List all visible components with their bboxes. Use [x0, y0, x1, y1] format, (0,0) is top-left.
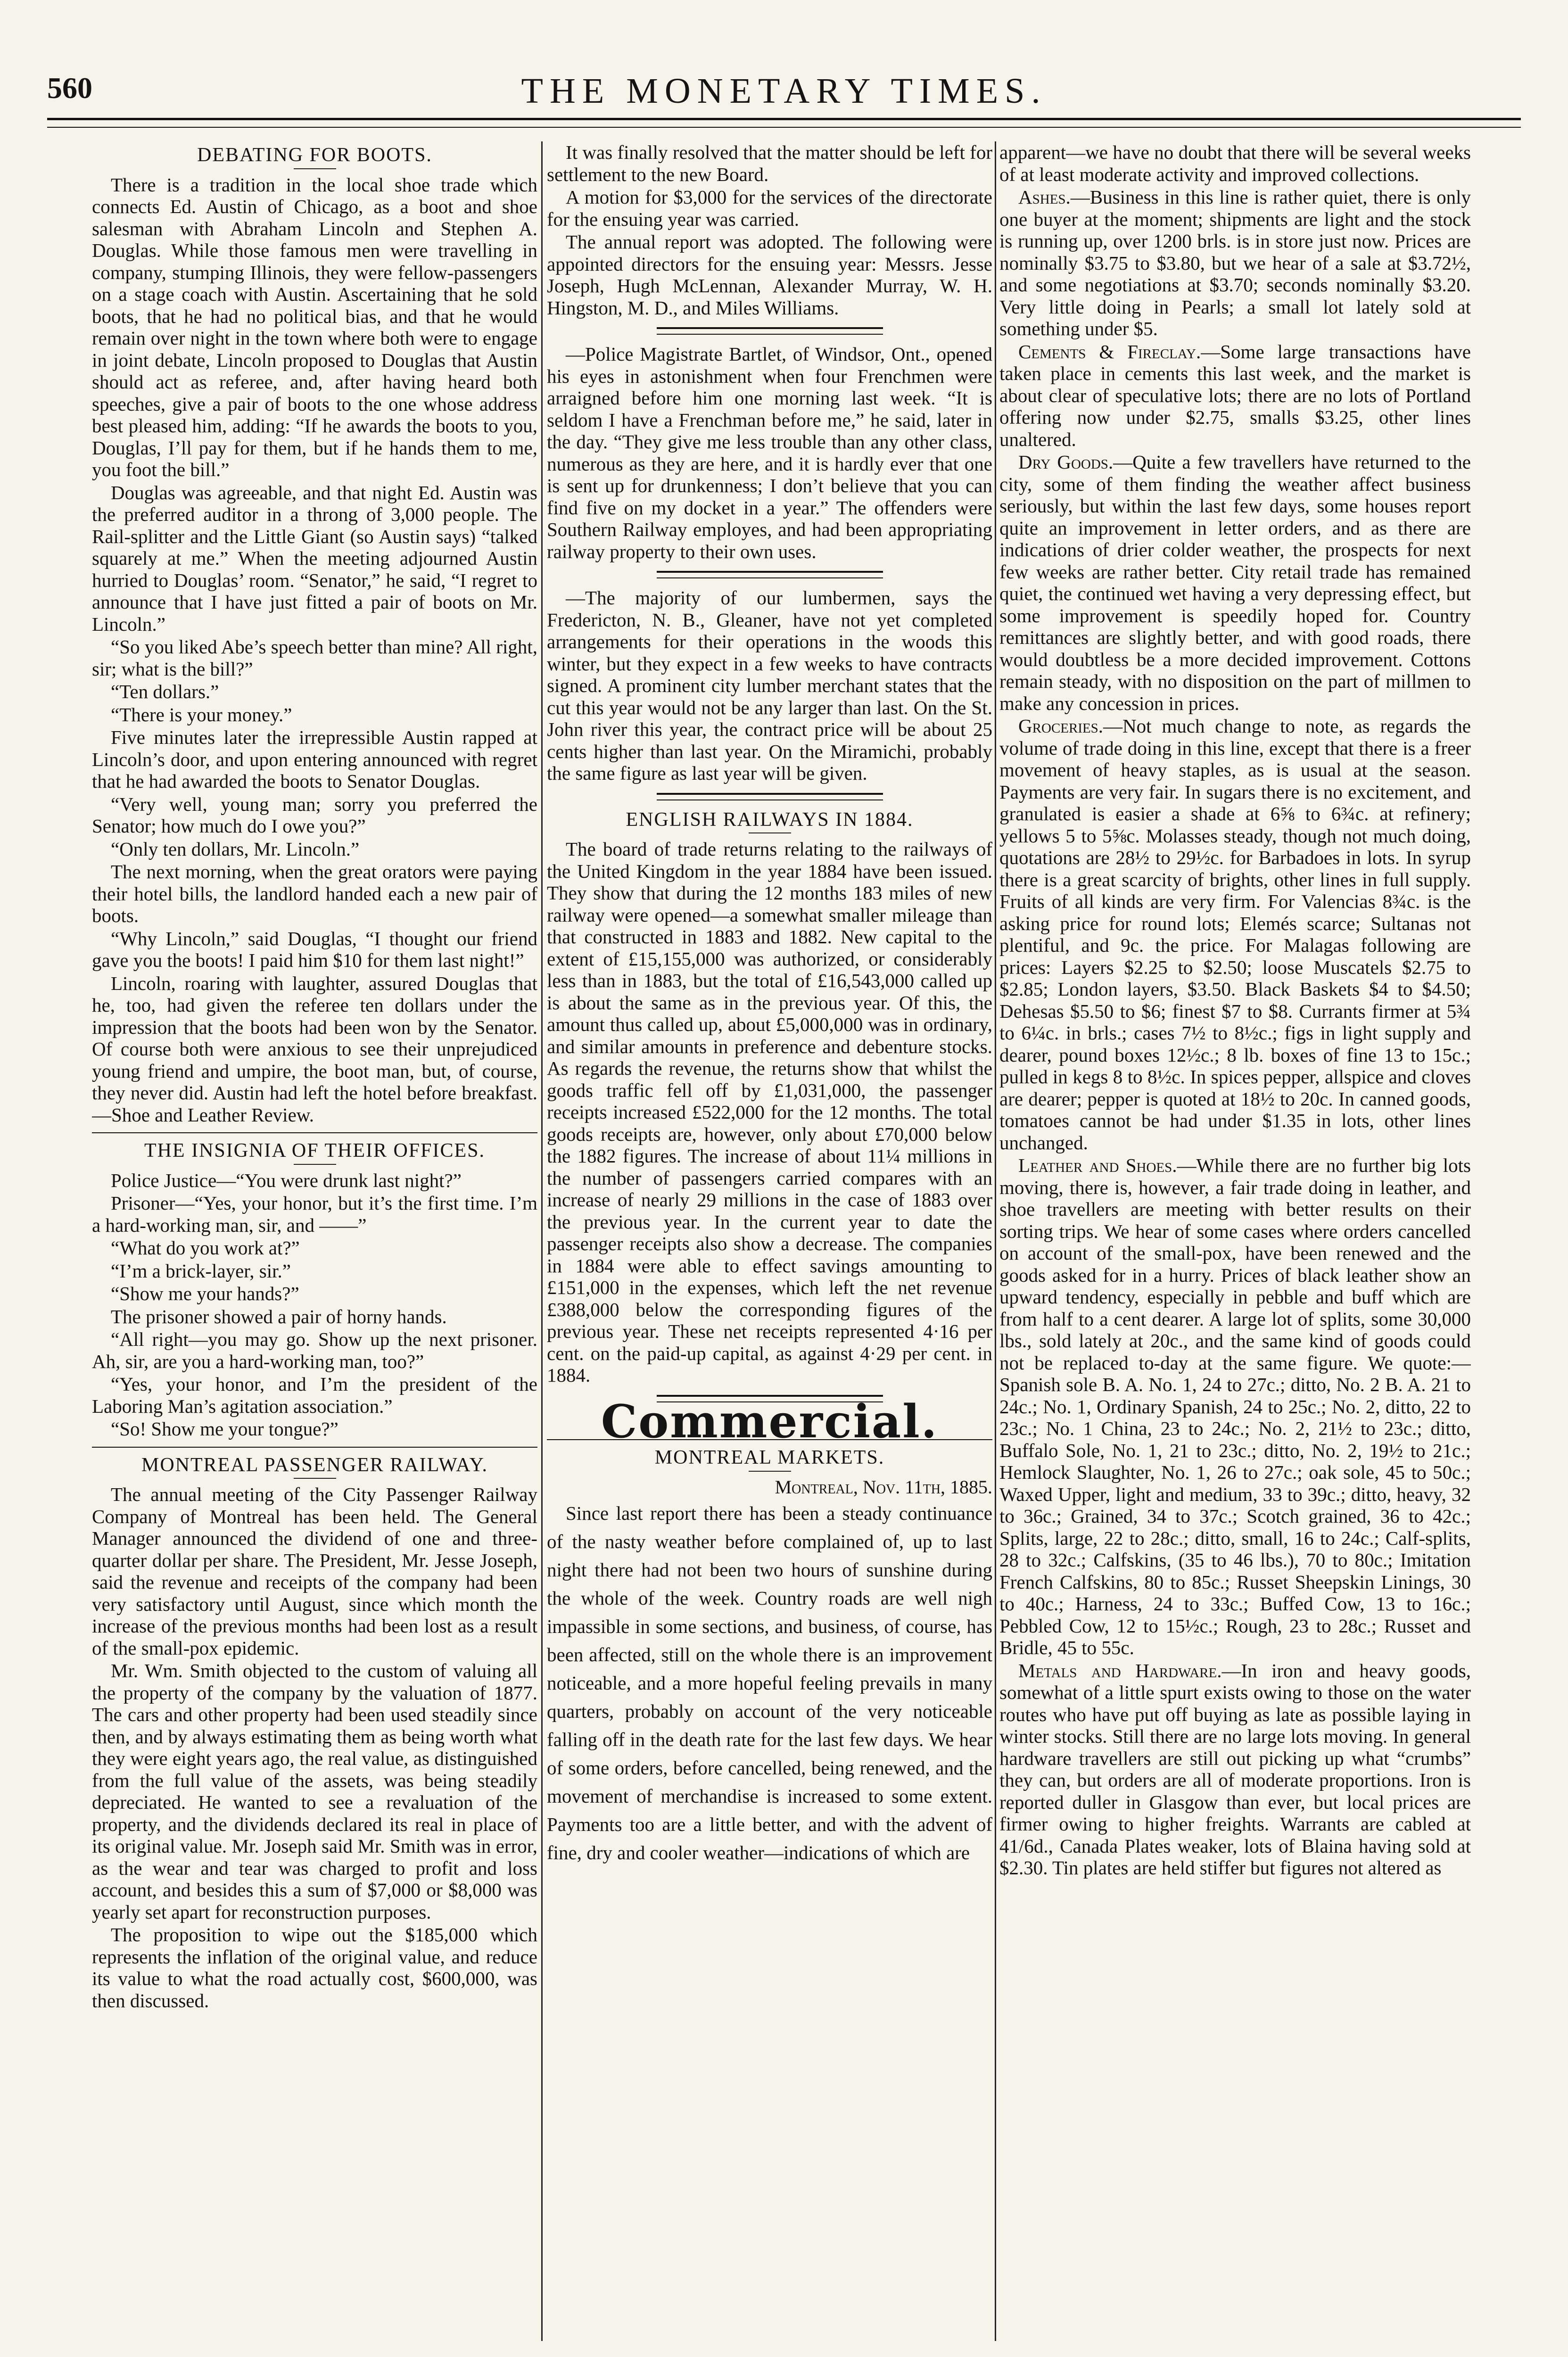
column-1 — [92, 141, 537, 2341]
masthead — [47, 71, 1521, 113]
headline-rule — [294, 1164, 336, 1165]
headline-rule — [749, 832, 791, 833]
article-paragraph: The board of trade returns relating to the railways of the United Kingdom in the year 1884 have been issued. They show that during the 12 months 183 miles of new railway were opened—a somewhat smaller mileage than that constructed in 1883 and 1882. New capital to the extent of £15,155,000 was authorized, or considerably less than in 1883, but the total of £16,543,000 called up is about the same as in the previous year. Of this, the amount thus called up, about £5,000,000 was in ordinary, and similar amounts in preference and debenture stocks. As regards the revenue, the returns show that whilst the goods traffic fell off by £1,031,000, the passenger receipts increased £522,000 for the 12 months. The total goods receipts are, however, only about £70,000 below the 1882 figures. The increase of about 11¼ millions in the number of passengers carried compares with an increase of nearly 29 millions in the case of 1883 over the previous year. In the current year to date the passenger receipts also show a decrease. The companies in 1884 were able to effect savings amounting to £151,000 in the expenses, which left the net revenue £388,000 below the corresponding figures of the previous year. These net receipts represented 4·16 per cent. on the paid-up capital, as against 4·29 per cent. in 1884. — [547, 838, 992, 1386]
market-label: Cements & Fireclay. — [1018, 340, 1201, 363]
market-report-dry-goods — [999, 451, 1471, 714]
article-paragraph: “So! Show me your tongue?” — [111, 1418, 338, 1440]
article-paragraph: “There is your money.” — [111, 703, 292, 725]
article-paragraph: Police Justice—“You were drunk last night?” — [111, 1169, 462, 1191]
masthead-title: THE MONETARY TIMES. — [521, 71, 1047, 111]
article-paragraph: “Show me your hands?” — [111, 1283, 299, 1304]
market-label: Leather and Shoes. — [1018, 1154, 1177, 1176]
article-paragraph: The prisoner showed a pair of horny hands. — [111, 1305, 447, 1327]
market-text: —Quite a few travellers have returned to the city, some of them finding the weather affect business seriously, but within the last few days, some houses report quite an improvement in letter orders, and as there are indications of drier colder weather, the prospects for next few weeks are rather better. City retail trade has remained quiet, the continued wet having a very depressing effect, but some improvement is speedily hoped for. Country remittances are slightly better, and with good roads, there would doubtless be a more decided improvement. Cottons remain steady, with no disposition on the part of millmen to make any concession in prices. — [999, 451, 1471, 714]
article-paragraph: The next morning, when the great orators were paying their hotel bills, the landlord handed each a new pair of boots. — [92, 861, 537, 926]
article-paragraph: “Only ten dollars, Mr. Lincoln.” — [111, 838, 360, 860]
news-item-lumbermen: —The majority of our lumbermen, says the Fredericton, N. B., Gleaner, have not yet completed arrangements for their operations in the woods this winter, but they expect in a few weeks to have contracts signed. A prominent city lumber merchant states that the cut this year would not be any larger than last. On the St. John river this year, the contract price will be about 25 cents higher than last year. On the Miramichi, probably the same figure as last year will be given. — [547, 587, 992, 784]
headline-rule — [294, 168, 336, 169]
market-label: Groceries. — [1018, 715, 1104, 737]
article-separator — [657, 793, 883, 800]
market-text: —Not much change to note, as regards the volume of trade doing in this line, except that there is a freer movement of heavy staples, as is usual at the season. Payments are very fair. In sugars there is no excitement, and granulated is easier a shade at 6⅝ to 6¾c. at refinery; yellows 5 to 5⅝c. Molasses steady, though not much doing, quotations are 28½ to 29½c. for Barbadoes in lots. In syrup there is a great scarcity of brights, other lines in full supply. Fruits of all kinds are very firm. For Valencias 8¾c. is the asking price for round lots; Elemés scarce; Sultanas not plentiful, and 9c. the price. For Malagas following are prices: Layers $2.25 to $2.50; loose Muscatels $2.75 to $2.85; London layers, $3.50. Black Baskets $4 to $4.50; Dehesas $5.50 to $6; finest $7 to $8. Currants firmer at 5¾ to 6¼c. in brls.; cases 7½ to 8½c.; figs in light supply and dearer, pound boxes 12½c.; 8 lb. boxes of fine 13 to 15c.; pulled in kegs 8 to 8½c. In spices pepper, allspice and cloves are dearer; pepper is quoted at 18½ to 20c. In canned goods, tomatoes cannot be had under $1.35 in lots, other lines unchanged. — [999, 715, 1471, 1154]
market-report-leather — [999, 1154, 1471, 1659]
market-text: —While there are no further big lots moving, there is, however, a fair trade doing in leather, and shoe travellers are meeting with better results on their sorting trips. We hear of some cases where orders cancelled on account of the small-pox, have been renewed and the goods asked for in a hurry. Prices of black leather show an upward tendency, especially in pebble and buff which are from half to a cent dearer. A large lot of splits, some 30,000 lbs., sold lately at 20c., and the same kind of goods could not be replaced to-day at the same figure. We quote:—Spanish sole B. A. No. 1, 24 to 27c.; ditto, No. 2 B. A. 21 to 24c.; No. 1, Ordinary Spanish, 24 to 25c.; No. 2, ditto, 22 to 23c.; No. 1 China, 23 to 24c.; No. 2, 21½ to 23c.; ditto, Buffalo Sole, No. 1, 21 to 23c.; ditto, No. 2, 19½ to 21c.; Hemlock Slaughter, No. 1, 26 to 27c.; oak sole, 45 to 50c.; Waxed Upper, light and medium, 33 to 39c.; ditto, heavy, 32 to 36c.; Grained, 34 to 37c.; Scotch grained, 36 to 42c.; Splits, large, 22 to 28c.; ditto, small, 16 to 24c.; Calf-splits, 28 to 32c.; Calfskins, (35 to 46 lbs.), 70 to 80c.; Imitation French Calfskins, 80 to 85c.; Russet Sheepskin Linings, 30 to 40c.; Harness, 24 to 33c.; Buffed Cow, 13 to 16c.; Pebbled Cow, 12 to 15½c.; Rough, 23 to 28c.; Russet and Bridle, 45 to 55c. — [999, 1154, 1471, 1658]
article-paragraph: Mr. Wm. Smith objected to the custom of valuing all the property of the company by the valuation of 1877. The cars and other property had been used steadily since then, and by always estimating them as being worth what they were eight years ago, the real value, as distinguished from the full value of the assets, was being steadily depreciated. He wanted to see a revaluation of the property, and the dividends declared its real in place of its original value. Mr. Joseph said Mr. Smith was in error, as the wear and tear was charged to profit and loss account, and besides this a sum of $7,000 or $8,000 was yearly set apart for reconstruction purposes. — [92, 1660, 537, 1923]
section-title-commercial: Commercial. — [601, 1394, 939, 1448]
article-paragraph: “I’m a brick-layer, sir.” — [111, 1260, 291, 1282]
article-paragraph: The proposition to wipe out the $185,000 which represents the inflation of the original value, and reduce its value to what the road actually cost, $600,000, was then discussed. — [92, 1924, 537, 2011]
dateline: Montreal, Nov. 11th, 1885. — [775, 1476, 992, 1498]
article-paragraph: The annual meeting of the City Passenger Railway Company of Montreal has been held. The General Manager announced the dividend of one and three-quarter dollar per share. The President, Mr. Jesse Joseph, said the revenue and receipts of the company had been very satisfactory until August, since which month the increase of the previous months had been lost as a result of the small-pox epidemic. — [92, 1483, 537, 1659]
article-headline-insignia: THE INSIGNIA OF THEIR OFFICES. — [144, 1140, 486, 1162]
article-paragraph: Five minutes later the irrepressible Austin rapped at Lincoln’s door, and upon entering announced with regret that he had awarded the boots to Senator Douglas. — [92, 726, 537, 792]
article-separator — [92, 1447, 537, 1448]
masthead-rule — [47, 118, 1521, 128]
article-paragraph: It was finally resolved that the matter should be left for settlement to the new Board. — [547, 141, 992, 185]
article-paragraph: There is a tradition in the local shoe trade which connects Ed. Austin of Chicago, as a boot and shoe salesman with Abraham Lincoln and Stephen A. Douglas. While those famous men were travelling in company, stumping Illinois, they were fellow-passengers on a stage coach with Austin. Ascertaining that he sold boots, that he had no political bias, and that he would remain over night in the town where both were to engage in joint debate, Lincoln proposed to Douglas that Austin should act as referee, and, after having heard both speeches, give a pair of boots to the one whose address best pleased him, adding: “If he awards the boots to you, Douglas, I’ll pay for them, but if he hands them to me, you foot the bill.” — [92, 173, 537, 480]
article-paragraph: “All right—you may go. Show up the next prisoner. Ah, sir, are you a hard-working man, too?” — [92, 1328, 537, 1372]
headline-rule — [749, 1471, 791, 1472]
article-headline-railway: MONTREAL PASSENGER RAILWAY. — [141, 1454, 488, 1476]
article-paragraph: Prisoner—“Yes, your honor, but it’s the first time. I’m a hard-working man, sir, and ——” — [92, 1192, 537, 1236]
article-paragraph: The annual report was adopted. The following were appointed directors for the ensuing year: Messrs. Jesse Joseph, Hugh McLennan, Alexander Murray, W. H. Hingston, M. D., and Miles Williams. — [547, 231, 992, 319]
article-separator — [657, 571, 883, 578]
market-text: —In iron and heavy goods, somewhat of a little spurt exists owing to those on the water routes who have put off buying as late as possible laying in winter stocks. Still there are no large lots moving. In general hardware travellers are still out picking up what “crumbs” they can, but orders are all of moderate proportions. Iron is reported duller in Glasgow than ever, but local prices are firmer owing to higher freights. Warrants are cabled at 41/6d., Canada Plates weaker, lots of Blaina having sold at $2.30. Tin plates are held stiffer but figures not altered as — [999, 1659, 1471, 1879]
article-paragraph: “What do you work at?” — [111, 1237, 300, 1259]
market-label: Dry Goods. — [1018, 451, 1114, 473]
market-report-metals — [999, 1660, 1471, 1879]
market-report-cements — [999, 341, 1471, 451]
article-paragraph: “So you liked Abe’s speech better than mine? All right, sir; what is the bill?” — [92, 636, 537, 680]
headline-rule — [294, 1478, 336, 1479]
article-paragraph: “Ten dollars.” — [111, 681, 219, 702]
article-headline-english-railways: ENGLISH RAILWAYS IN 1884. — [626, 808, 914, 831]
article-separator — [92, 1132, 537, 1133]
column-divider — [541, 141, 543, 2341]
market-text: —Business in this line is rather quiet, there is only one buyer at the moment; shipments are light and the stock is running up, over 1200 brls. is in store just now. Prices are nominally $3.75 to $3.80, but we hear of a sale at $3.72½, and some negotiations at $3.70; seconds nominally $3.20. Very little doing in Pearls; a small lot lately sold at something under $5. — [999, 186, 1471, 339]
article-paragraph: “Very well, young man; sorry you preferred the Senator; how much do I owe you?” — [92, 793, 537, 837]
column-3 — [999, 141, 1471, 2341]
article-paragraph: “Why Lincoln,” said Douglas, “I thought our friend gave you the boots! I paid him $10 for them last night!” — [92, 927, 537, 971]
article-paragraph: Lincoln, roaring with laughter, assured Douglas that he, too, had given the referee ten dollars under the impression that the boots had been won by the Senator. Of course both were anxious to see their unprejudiced young friend and umpire, the boot man, but, of course, they never did. Austin had left the hotel before breakfast.—Shoe and Leather Review. — [92, 972, 537, 1126]
market-report-groceries — [999, 715, 1471, 1154]
news-item-windsor: —Police Magistrate Bartlet, of Windsor, Ont., opened his eyes in astonishment when four Frenchmen were arraigned before him one morning last week. “It is seldom I have a Frenchman before me,” he said, later in the day. “They give me less trouble than any other class, numerous as they are here, and it is hardly ever that one is sent up for drunkenness; I don’t believe that you can find five on my docket in a year.” The offenders were Southern Railway employes, and had been appropriating railway property to their own uses. — [547, 343, 992, 562]
market-report-ashes — [999, 186, 1471, 340]
page-number: 560 — [47, 71, 92, 105]
article-separator — [657, 327, 883, 335]
column-2 — [547, 141, 992, 2341]
market-label: Ashes. — [1018, 186, 1071, 208]
article-paragraph: “Yes, your honor, and I’m the president of the Laboring Man’s agitation association.” — [92, 1373, 537, 1417]
article-paragraph: apparent—we have no doubt that there will be several weeks of at least moderate activity and improved collections. — [999, 141, 1471, 185]
column-divider — [995, 141, 996, 2341]
market-text: —Some large transactions have taken place in cements this last week, and the market is about clear of speculative lots; there are no lots of Portland offering now under $2.75, smalls $3.25, other lines unaltered. — [999, 340, 1471, 450]
article-paragraph: Douglas was agreeable, and that night Ed. Austin was the preferred auditor in a throng of 3,000 people. The Rail-splitter and the Little Giant (so Austin says) “talked squarely at me.” When the meeting adjourned Austin hurried to Douglas’ room. “Senator,” he said, “I regret to announce that I have just fitted a pair of boots on Mr. Lincoln.” — [92, 481, 537, 635]
article-paragraph: A motion for $3,000 for the services of the directorate for the ensuing year was carried. — [547, 186, 992, 230]
article-headline-debating: DEBATING FOR BOOTS. — [197, 144, 432, 166]
article-headline-montreal-markets: MONTREAL MARKETS. — [654, 1447, 885, 1468]
article-paragraph: Since last report there has been a steady continuance of the nasty weather before complained of, up to last night there had not been two hours of sunshine during the whole of the week. Country roads are well nigh impassible in some sections, and business, of course, has been affected, still on the whole there is an improvement noticeable, and a more hopeful feeling prevails in many quarters, probably on account of the very noticeable falling off in the death rate for the last few days. We hear of some orders, before cancelled, being renewed, and the movement of merchandise is increased to some extent. Payments too are a little better, and with the advent of fine, dry and cooler weather—indications of which are — [547, 1502, 992, 1863]
market-label: Metals and Hardware. — [1018, 1659, 1222, 1681]
